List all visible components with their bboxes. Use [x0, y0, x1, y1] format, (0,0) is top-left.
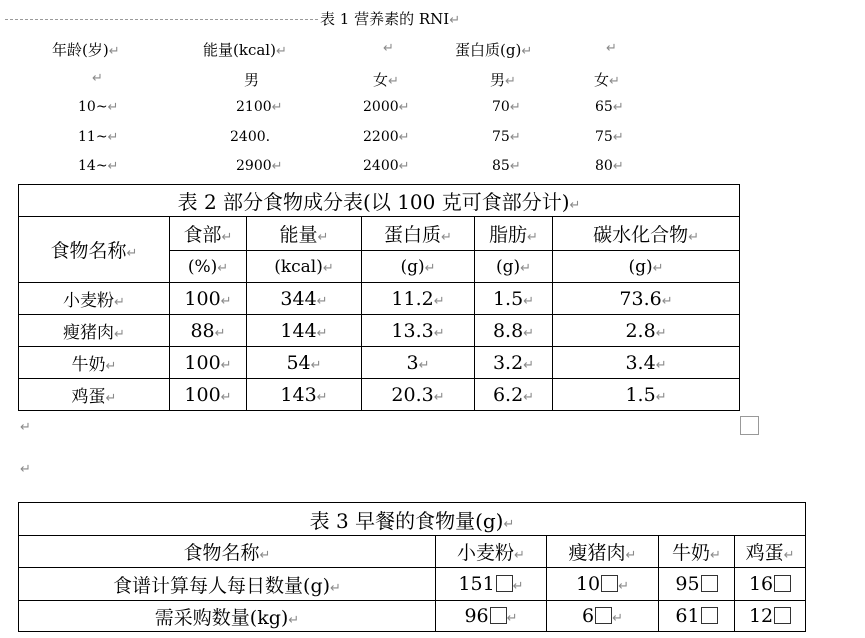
t2-food-name: 小麦粉↵: [19, 283, 170, 315]
t2-header-energy: 能量↵: [247, 217, 362, 251]
t2-cell: 1.5↵: [475, 283, 553, 315]
t2-cell: 13.3↵: [362, 315, 475, 347]
input-box: [701, 607, 718, 624]
t1-row-protein-male: 85↵: [492, 158, 521, 174]
t2-cell: 6.2↵: [475, 379, 553, 411]
t2-food-name: 瘦猪肉↵: [19, 315, 170, 347]
t1-sex-protein-female: 女↵: [594, 71, 620, 89]
t2-cell: 100↵: [170, 283, 247, 315]
t3-row-label: 需采购数量(kg)↵: [19, 601, 436, 632]
input-box: [601, 575, 618, 592]
t2-cell: 3↵: [362, 347, 475, 379]
t1-sex-protein-male: 男↵: [490, 71, 516, 89]
paragraph-mark: ↵: [20, 462, 31, 477]
t2-header-carbs: 碳水化合物↵: [553, 217, 740, 251]
t2-cell: 3.4↵: [553, 347, 740, 379]
table2-title: 表 2 部分食物成分表(以 100 克可食部分计)↵: [19, 185, 740, 217]
t1-row-protein-male: 75↵: [492, 129, 521, 145]
t2-cell: 143↵: [247, 379, 362, 411]
t1-row-age: 10~↵: [78, 99, 119, 115]
table-row: [19, 283, 740, 315]
t3-cell: 10 ↵: [547, 568, 659, 601]
t2-food-name: 牛奶↵: [19, 347, 170, 379]
t2-unit-energy: (kcal)↵: [247, 251, 362, 283]
input-box: [774, 607, 791, 624]
t1-row-energy-male: 2900↵: [236, 158, 283, 174]
table-row: [19, 601, 806, 632]
t1-row-energy-male: 2100↵: [236, 99, 283, 115]
t2-unit-fat: (g)↵: [475, 251, 553, 283]
t2-unit-carbs: (g)↵: [553, 251, 740, 283]
t3-cell: 96 ↵: [436, 601, 547, 632]
table-row: [19, 315, 740, 347]
t2-header-fat: 脂肪↵: [475, 217, 553, 251]
t1-sex-energy-male: 男: [244, 71, 260, 89]
input-box: [701, 575, 718, 592]
title-leader-dashes: [5, 19, 318, 20]
t2-cell: 8.8↵: [475, 315, 553, 347]
t3-cell: 95: [659, 568, 735, 601]
input-box: [595, 607, 612, 624]
t1-header-energy: 能量(kcal)↵: [203, 41, 287, 59]
table-end-marker: [740, 416, 759, 435]
food-composition-table: [18, 184, 740, 411]
t3-header-food: 鸡蛋↵: [735, 536, 806, 568]
t2-cell: 20.3↵: [362, 379, 475, 411]
t3-row-label: 食谱计算每人每日数量(g)↵: [19, 568, 436, 601]
t3-header-food: 小麦粉↵: [436, 536, 547, 568]
t2-cell: 73.6↵: [553, 283, 740, 315]
t2-unit-protein: (g)↵: [362, 251, 475, 283]
t1-header-empty: ↵: [383, 41, 394, 56]
t2-header-protein: 蛋白质↵: [362, 217, 475, 251]
t1-sex-empty: ↵: [92, 71, 103, 86]
t1-row-protein-female: 80↵: [595, 158, 624, 174]
t2-cell: 144↵: [247, 315, 362, 347]
t1-sex-energy-female: 女↵: [373, 71, 399, 89]
input-box: [496, 575, 513, 592]
t1-row-protein-female: 65↵: [595, 99, 624, 115]
t1-row-age: 11~↵: [78, 129, 119, 145]
t3-cell: 151 ↵: [436, 568, 547, 601]
t2-cell: 1.5↵: [553, 379, 740, 411]
t3-header-food: 瘦猪肉↵: [547, 536, 659, 568]
breakfast-quantity-table: [18, 502, 806, 632]
t3-header-food: 牛奶↵: [659, 536, 735, 568]
t1-row-protein-female: 75↵: [595, 129, 624, 145]
table-row: [19, 347, 740, 379]
t3-cell: 16: [735, 568, 806, 601]
t1-header-protein: 蛋白质(g)↵: [455, 41, 533, 59]
table3-title: 表 3 早餐的食物量(g)↵: [19, 503, 806, 536]
table-row: [19, 568, 806, 601]
t2-unit-edible: (%)↵: [170, 251, 247, 283]
input-box: [490, 607, 507, 624]
paragraph-mark: ↵: [20, 420, 31, 435]
t2-cell: 100↵: [170, 379, 247, 411]
t2-cell: 3.2↵: [475, 347, 553, 379]
t1-row-age: 14~↵: [78, 158, 119, 174]
t3-cell: 61: [659, 601, 735, 632]
table-row: [19, 379, 740, 411]
t3-cell: 6 ↵: [547, 601, 659, 632]
t1-row-energy-female: 2000↵: [363, 99, 410, 115]
t2-cell: 88↵: [170, 315, 247, 347]
t1-header-age: 年龄(岁)↵: [52, 41, 120, 59]
t2-header-name: 食物名称↵: [19, 217, 170, 283]
table1-title: 表 1 营养素的 RNI↵: [320, 10, 461, 28]
t1-header-empty2: ↵: [606, 41, 617, 56]
t2-cell: 344↵: [247, 283, 362, 315]
input-box: [774, 575, 791, 592]
t1-row-energy-male: 2400.: [230, 129, 271, 145]
t2-cell: 2.8↵: [553, 315, 740, 347]
t2-cell: 100↵: [170, 347, 247, 379]
t1-row-protein-male: 70↵: [492, 99, 521, 115]
t3-header-name: 食物名称↵: [19, 536, 436, 568]
t2-food-name: 鸡蛋↵: [19, 379, 170, 411]
t3-cell: 12: [735, 601, 806, 632]
t2-header-edible: 食部↵: [170, 217, 247, 251]
t2-cell: 54↵: [247, 347, 362, 379]
t1-row-energy-female: 2400↵: [363, 158, 410, 174]
t1-row-energy-female: 2200↵: [363, 129, 410, 145]
t2-cell: 11.2↵: [362, 283, 475, 315]
